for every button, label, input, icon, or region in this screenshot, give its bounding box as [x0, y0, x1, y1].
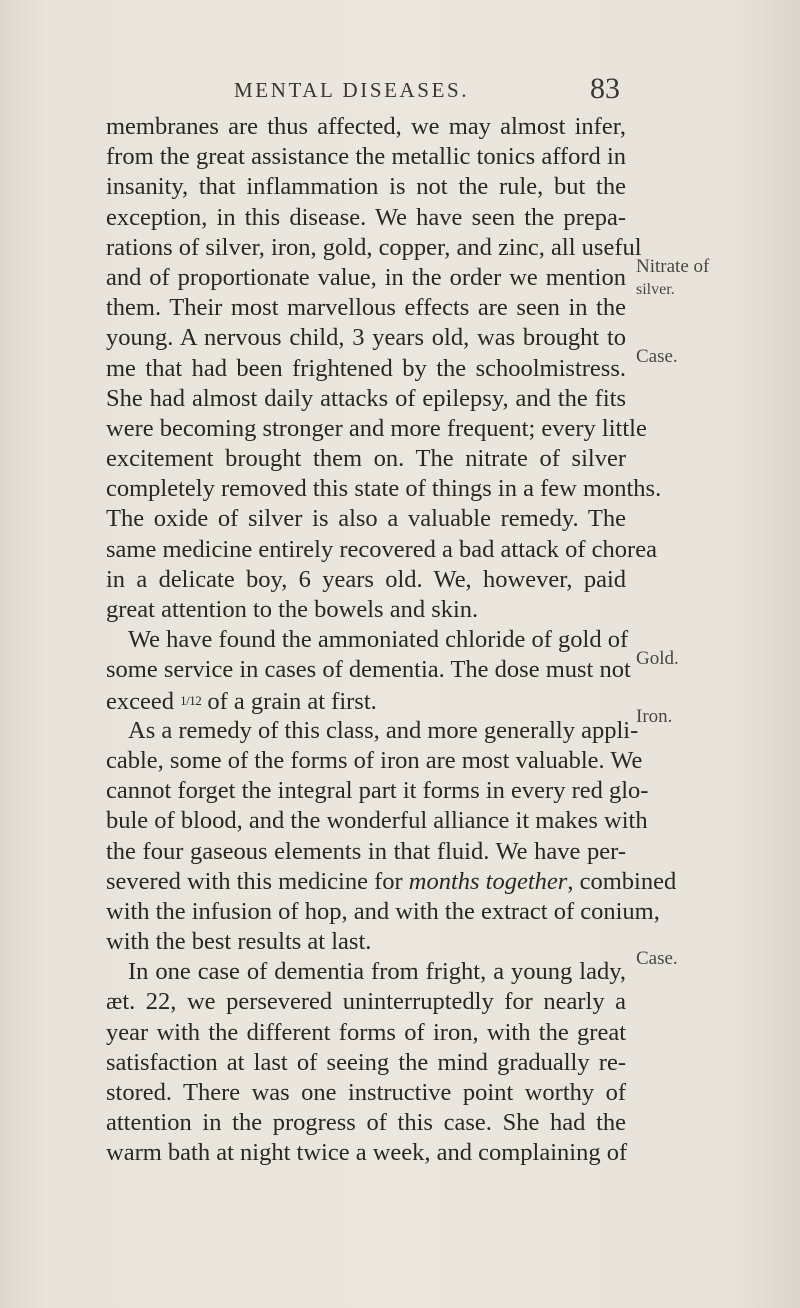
- text-line: As a remedy of this class, and more generally appli-: [128, 716, 639, 744]
- text-line: were becoming stronger and more frequent; every little: [106, 414, 647, 442]
- text-line: young. A nervous child, 3 years old, was brought to: [106, 324, 626, 352]
- text-line: year with the different forms of iron, with the great: [106, 1018, 626, 1046]
- text-line-italic: severed with this medicine for months together, combined: [106, 867, 677, 895]
- text-line: same medicine entirely recovered a bad attack of chorea: [106, 535, 657, 563]
- text-line: stored. There was one instructive point worthy of: [106, 1079, 626, 1106]
- text-line: insanity, that inflammation is not the rule, but the: [106, 173, 626, 201]
- page-number: 83: [590, 72, 620, 105]
- text-line: cannot forget the integral part it forms in every red glo-: [106, 777, 649, 805]
- margin-note-silver: silver.: [636, 281, 675, 298]
- text-line: with the infusion of hop, and with the extract of conium,: [106, 897, 660, 925]
- fraction: 1/12: [180, 692, 202, 708]
- text-line: great attention to the bowels and skin.: [106, 596, 479, 623]
- text-line: excitement brought them on. The nitrate of silver: [106, 445, 626, 473]
- text-line: in a delicate boy, 6 years old. We, however, paid: [106, 565, 626, 593]
- margin-note-case: Case.: [636, 346, 678, 367]
- text-line: some service in cases of dementia. The dose must not: [106, 656, 631, 684]
- text-line: She had almost daily attacks of epilepsy, and the fits: [106, 384, 626, 412]
- text-line: with the best results at last.: [106, 928, 372, 956]
- text-line: We have found the ammoniated chloride of gold of: [128, 626, 629, 654]
- text-line: completely removed this state of things in a few months.: [106, 475, 662, 503]
- text-line: The oxide of silver is also a valuable remedy. The: [106, 505, 626, 533]
- text-line: them. Their most marvellous effects are seen in the: [106, 294, 626, 322]
- text-line: cable, some of the forms of iron are most valuable. We: [106, 746, 643, 774]
- text-line: bule of blood, and the wonderful alliance it makes with: [106, 807, 648, 835]
- text-line: In one case of dementia from fright, a young lady,: [128, 958, 626, 986]
- margin-note-iron: Iron.: [636, 706, 673, 727]
- text-line: attention in the progress of this case. She had the: [106, 1109, 626, 1137]
- text-line: rations of silver, iron, gold, copper, and zinc, all useful: [106, 233, 642, 261]
- text-line: the four gaseous elements in that fluid. We have per-: [106, 837, 626, 865]
- text-line-fraction: exceed 1/12 of a grain at first.: [106, 687, 377, 715]
- text-line: warm bath at night twice a week, and complaining of: [106, 1139, 628, 1167]
- text-line: æt. 22, we persevered uninterruptedly for nearly a: [106, 988, 626, 1016]
- margin-note-nitrate: Nitrate of: [636, 256, 710, 277]
- text-line: from the great assistance the metallic tonics afford in: [106, 143, 626, 171]
- page-header: [0, 72, 800, 108]
- text-line: exception, in this disease. We have seen the prepa-: [106, 203, 626, 231]
- text-line: membranes are thus affected, we may almost infer,: [106, 113, 626, 140]
- margin-note-case: Case.: [636, 948, 678, 969]
- margin-note-gold: Gold.: [636, 648, 679, 669]
- text-line: me that had been frightened by the schoolmistress.: [106, 354, 626, 382]
- running-head: MENTAL DISEASES.: [234, 78, 470, 102]
- text-line: and of proportionate value, in the order we mention: [106, 263, 626, 291]
- italic-phrase: months together: [408, 867, 568, 895]
- body-text: [106, 112, 677, 1169]
- text-line: satisfaction at last of seeing the mind gradually re-: [106, 1048, 626, 1076]
